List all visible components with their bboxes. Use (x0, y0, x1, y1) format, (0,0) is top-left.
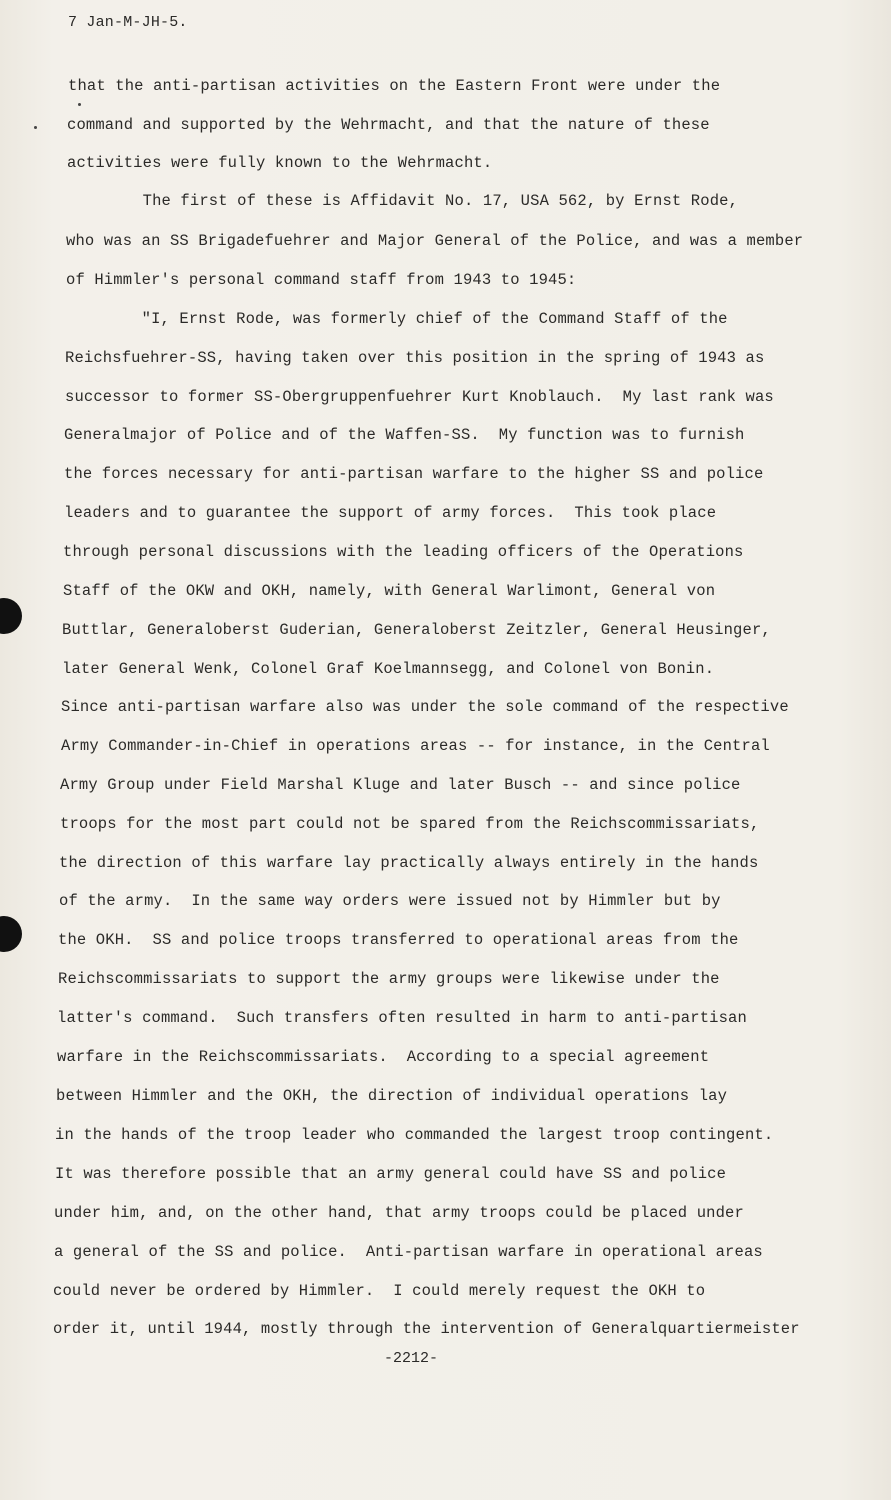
ink-speck (34, 126, 37, 129)
text-line: latter's command. Such transfers often resulted in harm to anti-partisan (57, 1009, 747, 1027)
text-line: Generalmajor of Police and of the Waffen-SS. My function was to furnish (64, 426, 745, 444)
text-line: order it, until 1944, mostly through the intervention of Generalquartiermeister (53, 1320, 800, 1338)
text-line: under him, and, on the other hand, that army troops could be placed under (54, 1204, 744, 1222)
text-line: Staff of the OKW and OKH, namely, with General Warlimont, General von (63, 582, 716, 600)
punch-hole (0, 598, 22, 634)
text-line: Reichsfuehrer-SS, having taken over this position in the spring of 1943 as (65, 349, 765, 367)
text-line: in the hands of the troop leader who commanded the largest troop contingent. (55, 1126, 774, 1144)
text-line: later General Wenk, Colonel Graf Koelmannsegg, and Colonel von Bonin. (62, 660, 715, 678)
text-line: troops for the most part could not be spared from the Reichscommissariats, (60, 815, 760, 833)
text-line: the forces necessary for anti-partisan warfare to the higher SS and police (64, 465, 764, 483)
text-line: could never be ordered by Himmler. I could merely request the OKH to (53, 1282, 706, 1300)
punch-hole (0, 916, 22, 952)
text-line: who was an SS Brigadefuehrer and Major General of the Police, and was a member (66, 232, 804, 250)
text-line: Army Commander-in-Chief in operations areas -- for instance, in the Central (61, 737, 770, 755)
text-line: leaders and to guarantee the support of army forces. This took place (64, 504, 717, 522)
text-line: a general of the SS and police. Anti-partisan warfare in operational areas (54, 1243, 763, 1261)
text-line: the direction of this warfare lay practically always entirely in the hands (59, 854, 759, 872)
text-line: successor to former SS-Obergruppenfuehrer Kurt Knoblauch. My last rank was (65, 388, 774, 406)
text-line: It was therefore possible that an army general could have SS and police (55, 1165, 727, 1183)
text-line: the OKH. SS and police troops transferred to operational areas from the (58, 931, 739, 949)
text-line: through personal discussions with the leading officers of the Operations (63, 543, 744, 561)
text-line: Since anti-partisan warfare also was under the sole command of the respective (61, 698, 789, 716)
text-line: Army Group under Field Marshal Kluge and later Busch -- and since police (60, 776, 741, 794)
text-line: of the army. In the same way orders were issued not by Himmler but by (59, 892, 721, 910)
text-line: activities were fully known to the Wehrmacht. (67, 154, 493, 172)
text-line: warfare in the Reichscommissariats. According to a special agreement (57, 1048, 710, 1066)
page-header-code: 7 Jan-M-JH-5. (68, 14, 188, 31)
text-line: Buttlar, Generaloberst Guderian, Generaloberst Zeitzler, General Heusinger, (62, 621, 771, 639)
text-line: "I, Ernst Rode, was formerly chief of the Command Staff of the (66, 310, 728, 328)
page-number: -2212- (384, 1350, 439, 1367)
text-line: The first of these is Affidavit No. 17, USA 562, by Ernst Rode, (67, 192, 739, 210)
text-line: between Himmler and the OKH, the direction of individual operations lay (56, 1087, 728, 1105)
ink-speck (78, 103, 81, 106)
text-line: Reichscommissariats to support the army groups were likewise under the (58, 970, 720, 988)
text-line: command and supported by the Wehrmacht, and that the nature of these (67, 116, 710, 134)
text-line: that the anti-partisan activities on the Eastern Front were under the (68, 77, 721, 95)
text-line: of Himmler's personal command staff from 1943 to 1945: (66, 271, 577, 289)
